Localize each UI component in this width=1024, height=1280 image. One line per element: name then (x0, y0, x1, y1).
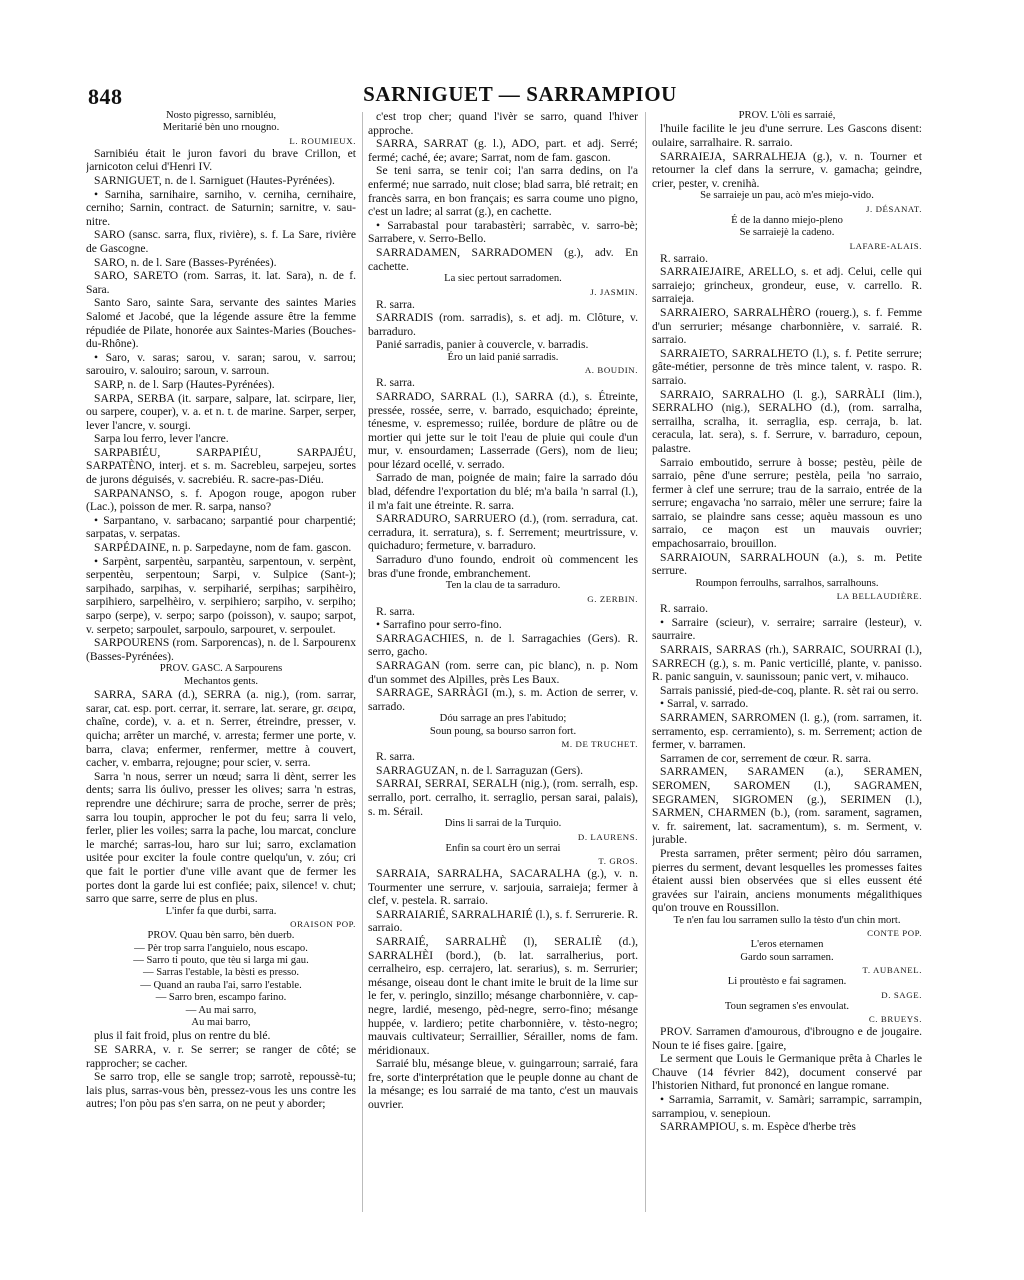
dictionary-entry: SARPÉDAINE, n. p. Sarpedayne, nom de fam. gascon. (94, 541, 352, 555)
dictionary-entry: SARO, SARETO (rom. Sarras, it. lat. Sara), n. de f. Sara. (86, 269, 356, 296)
dictionary-entry: Se sarro trop, elle se sangle trop; sarrotè, repoussè-tu; lais plus, sarras-vous bèn, pressez-vous les uns contre les autres; l'on pòu pas s'en sarra, on ne peut y aborder; (86, 1070, 356, 1111)
dictionary-entry: SARRAIO, SARRALHO (l. g.), SARRÀLI (lim.), SERRALHO (nig.), SERALHO (d.), (rom. sarralha, serrailha, scralha, it. serraglia, esp. cerraja, b. lat. ceracula, lat. sera), s. f. Serrure, v. barraduro, cepoun, palastre. (652, 387, 922, 455)
dictionary-entry: Presta sarramen, prêter serment; pèiro dóu sarramen, pierres du serment, devant lesquelles les promesses faites étaient aussi bien observées que si elles eussent été gravées sur l'airain, anciens monuments mégalithiques qu'on trouve en Roussillon. (652, 846, 922, 915)
dictionary-entry: plus il fait froid, plus on rentre du blé. (94, 1029, 271, 1043)
quoted-verse: Mechantos gents. (183, 675, 259, 687)
dictionary-entry: SARRAIETO, SARRALHETO (l.), s. f. Petite serrure; gâte-métier, personne de très mince talent, v. raspo. R. sarraio. (652, 346, 922, 387)
quoted-verse: Se sarraiejè la cadeno. (739, 227, 835, 239)
dictionary-entry: SARPANANSO, s. f. Apogon rouge, apogon ruber (Lac.), poisson de mer. R. sarpa, nanso? (86, 486, 356, 514)
dictionary-entry: Santo Saro, sainte Sara, servante des saintes Maries Salomé et Jacobé, que la légende assure être la femme répudiée de Pilate, honorée aux Saintes-Maries (Bouches-du-Rhône). (86, 296, 356, 351)
dictionary-entry: R. sarraio. (660, 251, 708, 265)
dictionary-entry: • Sarrafino pour serro-fino. (376, 618, 502, 632)
dictionary-entry: Se teni sarra, se tenir coi; l'an sarra dedins, on l'a enfermé; nue sarrado, nuit close; blad sarra, blé retrait; en francès sarra, en bon français; es sarra coume uno pigno, c'est un ladre; al sarrat (g.), en cachette. (368, 164, 638, 219)
dictionary-entry: Sarra 'n nous, serrer un nœud; sarra li dènt, serrer les dents; sarra lis óulivo, presser les olives; sarra 'n estras, reprendre une déchirure; sarra de proche, serrer de près; sarra lou toupin, approcher le pot du feu; sarra li velo, ferler, plier les voiles; sarra la pache, lou marcat, conclure le marché; sarras-lou, haro sur lui; sarro, exclamation usitée pour exciter la foule contre quelqu'un, v. zóu; cri que fait le portier d'une ville avant que de fermer les portes dont la garde lui est confiée; paix, silence! v. chut; sarro que sarre, serre de plus en plus. (86, 769, 356, 906)
column-right (652, 110, 922, 1215)
dictionary-entry: • Sarniha, sarnihaire, sarniho, v. cerniha, cernihaire, cerniho; Sarnin, contract. de Saturnin; sarnitre, v. sau-nitre. (86, 187, 356, 228)
citation-author: G. ZERBIN. (587, 593, 638, 604)
quoted-verse: La siec pertout sarradomen. (444, 273, 562, 285)
running-title: SARNIGUET — SARRAMPIOU (363, 82, 677, 106)
dictionary-entry: SARRAGACHIES, n. de l. Sarragachies (Gers). R. serro, gacho. (368, 631, 638, 659)
dictionary-entry: • Sarrabastal pour tarabastèri; sarrabèc, v. sarro-bè; Sarrabere, v. Serro-Bello. (368, 218, 638, 246)
column-left (86, 110, 356, 1215)
quoted-verse: É de la danno miejo-pleno (731, 214, 843, 226)
dictionary-entry: • Sarpènt, sarpentèu, sarpantèu, sarpentoun, v. serpènt, serpentèu, serpentoun; Sarpi, v. Sulpice (Sant-); sarpihado, sarpihas, v. serpiharié, serpihas; sarpihèiro, sarpihiero, sarpelhèiro, v. serpihiero; sarpiho, v. serpiho; sarpo (serpe), v. serpo; sarpo (poisson), v. saupo; sarpot, v. serpeto; sarpoulet, sarpoulo, sarpouret, v. serpoulet. (86, 554, 356, 636)
quoted-verse: — Pèr trop sarra l'anguielo, nous escapo. (134, 942, 308, 954)
citation-author: CONTE POP. (867, 928, 922, 939)
quoted-verse: Toun segramen s'es envoulat. (724, 1000, 850, 1012)
quoted-verse: Enfin sa court èro un serrai (445, 842, 561, 854)
dictionary-entry: SARRAGAN (rom. serre can, pic blanc), n. p. Nom d'un sommet des Alpilles, près Les Baux. (368, 659, 638, 686)
dictionary-entry: R. sarra. (376, 297, 415, 311)
dictionary-entry: Sarnibiéu était le juron favori du brave Crillon, et jarnicoton celui d'Henri IV. (86, 146, 356, 174)
quoted-verse: PROV. GASC. A Sarpourens (159, 663, 283, 675)
dictionary-entry: SARRAMEN, SARROMEN (l. g.), (rom. sarramen, it. serramento, esp. cerramiento), s. m. Serrement; action de fermer, v. barramen. (652, 711, 922, 752)
column-middle (368, 110, 638, 1215)
dictionary-entry: • Saro, v. saras; sarou, v. saran; sarou, v. sarrou; sarouiro, v. salouiro; saroun, v. sarroun. (86, 350, 356, 378)
dictionary-entry: SARRAIEJAIRE, ARELLO, s. et adj. Celui, celle qui sarraiejo; grincheux, grondeur, euse, v. carrello. R. sarraieja. (652, 265, 922, 306)
dictionary-entry: l'huile facilite le jeu d'une serrure. Les Gascons disent: oulaire, sarralhaire. R. sarraio. (652, 122, 922, 149)
dictionary-entry: SARRAIOUN, SARRALHOUN (a.), s. m. Petite serrure. (652, 550, 922, 578)
dictionary-entry: • Sarral, v. sarrado. (660, 697, 749, 711)
dictionary-entry: SARRADAMEN, SARRADOMEN (g.), adv. En cachette. (368, 245, 638, 273)
quoted-verse: PROV. Quau bèn sarro, bèn duerb. (147, 930, 295, 942)
page-number: 848 (88, 84, 123, 109)
citation-author: J. JASMIN. (590, 286, 638, 297)
dictionary-entry: SARRADURO, SARRUERO (d.), (rom. serradura, cat. cerradura, it. serratura), s. f. Serrement; meurtrissure, v. quichaduro; fermeture, v. barraduro. (368, 512, 638, 553)
dictionary-entry: Sarraduro d'uno foundo, endroit où commencent les bras d'une fronde, embranchement. (368, 553, 638, 580)
quoted-verse: Éro un laid panié sarradis. (447, 351, 559, 363)
dictionary-entry: Sarraio emboutido, serrure à bosse; pestèu, pèile de sarraio, pêne d'une serrure; pestèla, peila 'no sarraio, fermer à clef une serrure; trau de la sarraio, entrée de la serrure; engavacha 'no sarraio, mêler une serrure; faire la sarraio, se plaindre sans cesse; aquèu massoun es uno sarraio, ce maçon est un mauvais ouvrier; empachosarraio, brouillon. (652, 455, 922, 551)
citation-author: L. ROUMIEUX. (289, 135, 356, 146)
citation-author: T. AUBANEL. (862, 965, 922, 976)
quoted-verse: Nosto pigresso, sarnibléu, (165, 110, 277, 121)
citation-author: LA BELLAUDIÈRE. (836, 591, 922, 602)
citation-author: A. BOUDIN. (584, 365, 638, 376)
dictionary-entry: Sarraié blu, mésange bleue, v. guingarroun; sarraié, fara fre, sorte d'interprétation que le peuple donne au chant de la mésange; es lou sarraié de ma tanto, c'est un mauvais ouvrier. (368, 1057, 638, 1112)
dictionary-entry: Panié sarradis, panier à couvercle, v. barradis. (376, 338, 589, 352)
column-divider (362, 112, 363, 1212)
dictionary-entry: SE SARRA, v. r. Se serrer; se ranger de côté; se rapprocher; se cacher. (86, 1042, 356, 1070)
quoted-verse: — Sarras l'estable, la bèsti es presso. (142, 967, 300, 979)
quoted-verse: — Quand an rauba l'ai, sarro l'estable. (140, 979, 302, 991)
column-divider (645, 112, 646, 1212)
dictionary-entry: Sarrado de man, poignée de main; faire la sarrado dóu blad, défendre l'exportation du blé; m'a baila 'n sarral (l.), il m'a fait une étreinte. R. sarra. (368, 471, 638, 512)
dictionary-entry: • Sarramia, Sarramit, v. Samàri; sarrampic, sarrampin, sarrampiou, v. senepioun. (652, 1092, 922, 1120)
citation-author: C. BRUEYS. (868, 1013, 922, 1024)
quoted-verse: — Sarro ti pouto, que tèu si larga mi gau. (133, 954, 309, 966)
quoted-verse: Te n'en fau lou sarramen sullo la tèsto d'un chin mort. (673, 914, 901, 926)
dictionary-entry: Sarpa lou ferro, lever l'ancre. (94, 432, 229, 446)
dictionary-entry: SARP, n. de l. Sarp (Hautes-Pyrénées). (94, 377, 275, 391)
quoted-verse: Gardo soun sarramen. (740, 951, 834, 963)
dictionary-entry: c'est trop cher; quand l'ivèr se sarro, quand l'hiver approche. (368, 110, 638, 137)
dictionary-entry: SARRADIS (rom. sarradis), s. et adj. m. Clôture, v. barraduro. (368, 311, 638, 338)
quoted-verse: L'eros eternamen (750, 939, 824, 951)
dictionary-entry: SARO, n. de l. Sare (Basses-Pyrénées). (94, 255, 277, 269)
dictionary-entry: Sarrais panissié, pied-de-coq, plante. R. sèt rai ou serro. (660, 683, 919, 697)
quoted-verse: Soun poung, sa bourso sarron fort. (429, 725, 577, 737)
dictionary-entry: SARRAGUZAN, n. de l. Sarraguzan (Gers). (376, 763, 584, 777)
citation-author: D. LAURENS. (577, 831, 638, 842)
dictionary-entry: R. sarra. (376, 376, 415, 390)
dictionary-entry: R. sarraio. (660, 602, 708, 616)
dictionary-entry: • Sarraire (scieur), v. serraire; sarraire (lesteur), v. saurraire. (652, 615, 922, 643)
citation-author: T. GROS. (598, 855, 638, 866)
dictionary-entry: SARRAIARIÉ, SARRALHARIÉ (l.), s. f. Serrurerie. R. sarraio. (368, 907, 638, 935)
dictionary-entry: SARRAMEN, SARAMEN (a.), SERAMEN, SEROMEN, SAROMEN (l.), SAGRAMEN, SEGRAMEN, SIGROMEN (g.), SERIMEN (l.), SARMEN, CHARMEN (b.), (rom. sarament, sagramen, v. fr. sairement, lat. sacramentum), s. m. Serment, v. jurable. (652, 765, 922, 847)
citation-author: D. SAGE. (881, 989, 922, 1000)
quoted-verse: — Au mai sarro, (185, 1004, 257, 1016)
quoted-verse: Au mai barro, (191, 1016, 251, 1028)
quoted-verse: Dins li sarrai de la Turquìo. (444, 818, 562, 830)
dictionary-entry: SARRAIS, SARRAS (rh.), SARRAIC, SOURRAI (l.), SARRECH (g.), s. m. Panic verticillé, plante, v. panisso. R. panic sanguin, v. saunissoun; panic vert, v. mihauco. (652, 643, 922, 684)
quoted-verse: L'infer fa que durbi, sarra. (165, 905, 277, 917)
dictionary-entry: SARNIGUET, n. de l. Sarniguet (Hautes-Pyrénées). (94, 174, 335, 187)
quoted-verse: Li proutèsto e fai sagramen. (727, 976, 847, 988)
dictionary-entry: Sarramen de cor, serrement de cœur. R. sarra. (660, 751, 872, 765)
citation-author: J. DÉSANAT. (865, 203, 922, 214)
dictionary-entry: SARRAIA, SARRALHA, SACARALHA (g.), v. n. Tourmenter une serrure, v. sarjouia, sarraieja; fermer à clef, v. pestela. R. sarraio. (368, 866, 638, 908)
dictionary-entry: • Sarpantano, v. sarbacano; sarpantié pour charpentié; sarpatas, v. serpatas. (86, 513, 356, 541)
quoted-verse: Roumpon ferroulhs, sarralhos, sarralhouns. (695, 577, 879, 589)
dictionary-entry: SARO (sansc. sarra, flux, rivière), s. f. La Sare, rivière de Gascogne. (86, 228, 356, 255)
dictionary-entry: SARPOURENS (rom. Sarporencas), n. de l. Sarpourenx (Basses-Pyrénées). (86, 636, 356, 663)
dictionary-entry: PROV. Sarramen d'amourous, d'ibrougno e de jougaire. Noun te ié fises gaire. [gaire, (652, 1024, 922, 1052)
dictionary-entry: SARRAIÉ, SARRALHÈ (l), SERALIÈ (d.), SARRALHÈI (bord.), (b. lat. sarralherius, port. cerralheiro, esp. cerrajero, lat. serarius), s. m. Serrurier; mésange, oiseau dont le chant imite le bruit de la lime sur le fer, v. peringlo, sinzillo; mésange charbonnière, v. cap-negre, lardié, mesengo, pèd-negre, serro-fino; mésange huppée, v. lardiero; petite charbonnière, v. tèsto-negro; mauvais cultivateur; Serraillier, Sérailler, noms de fam. méridionaux. (368, 934, 638, 1057)
dictionary-entry: SARRAIEJA, SARRALHEJA (g.), v. n. Tourner et retourner la clef dans la serrure, v. gamacha; geindre, crier, pester, v. crenihà. (652, 149, 922, 190)
dictionary-entry: SARRAMPIOU, s. m. Espèce d'herbe très (660, 1120, 856, 1134)
dictionary-entry: R. sarra. (376, 750, 415, 764)
dictionary-entry: SARRAIERO, SARRALHÈRO (rouerg.), s. f. Femme d'un serrurier; mésange charbonnière, v. sarraié. R. sarraio. (652, 305, 922, 347)
quoted-verse: Ten la clau de ta sarraduro. (445, 580, 561, 592)
citation-author: M. DE TRUCHET. (561, 739, 638, 750)
dictionary-entry: SARPABIÉU, SARPAPIÉU, SARPAJÉU, SARPATÈNO, interj. et s. m. Sacrebleu, sarpejeu, sortes de jurons déguisés, v. sacrebiéu. R. sacre-pas-Diéu. (86, 445, 356, 487)
dictionary-entry: SARRADO, SARRAL (l.), SARRA (d.), s. Étreinte, pressée, rossée, serre, v. barrado, esquichado; épreinte, ténesme, v. espremesso; ruilée, bordure de plâtre ou de mortier qui jette sur le toit l'eau de pluie qui coule d'un mur, v. ensourdamen; Lasserrade (Gers), nom de lieu; pour lézard ocellé, v. serrado. (368, 389, 638, 471)
dictionary-entry: SARRAI, SERRAI, SERALH (nig.), (rom. serralh, esp. serrallo, port. cerralho, it. serraglio, persan sarai, palais), s. m. Sérail. (368, 777, 638, 818)
citation-author: ORAISON POP. (290, 919, 356, 930)
dictionary-entry: SARPA, SERBA (it. sarpare, salpare, lat. scirpare, lier, ou sarpere, couper), v. a. et n. t. de marine. Sarper, serper, lever l'ancre, v. sourgi. (86, 391, 356, 432)
dictionary-entry: R. sarra. (376, 604, 415, 618)
quoted-verse: Meritarié bèn uno rnougno. (162, 122, 280, 134)
dictionary-entry: SARRA, SARA (d.), SERRA (a. nig.), (rom. sarrar, sarar, cat. esp. port. cerrar, it. serrare, lat. serare, gr. σειρα, chaîne, corde), v. a. et n. Serrer, étreindre, presser, v. quicha; arrêter un marché, v. arresta; fermer une porte, v. barra, clava; enfermer, renfermer, mettre à couvert, cacher, v. embarra, rejougne; pour scier, v. serra. (86, 688, 356, 770)
quoted-verse: PROV. L'òli es sarraié, (738, 110, 836, 121)
quoted-verse: Dóu sarrage an pres l'abitudo; (439, 713, 567, 725)
citation-author: LAFARE-ALAIS. (849, 240, 922, 251)
quoted-verse: Se sarraieje un pau, acò m'es miejo-vido. (700, 190, 874, 202)
dictionary-entry: SARRA, SARRAT (g. l.), ADO, part. et adj. Serré; fermé; caché, ée; avare; Sarrat, nom de fam. gascon. (368, 137, 638, 164)
dictionary-entry: Le serment que Louis le Germanique prêta à Charles le Chauve (14 février 842), document conservé par l'historien Nithard, fut prononcé en langue romane. (652, 1052, 922, 1093)
dictionary-entry: SARRAGE, SARRÀGI (m.), s. m. Action de serrer, v. sarrado. (368, 686, 638, 713)
quoted-verse: — Sarro bren, escampo farino. (155, 992, 287, 1004)
